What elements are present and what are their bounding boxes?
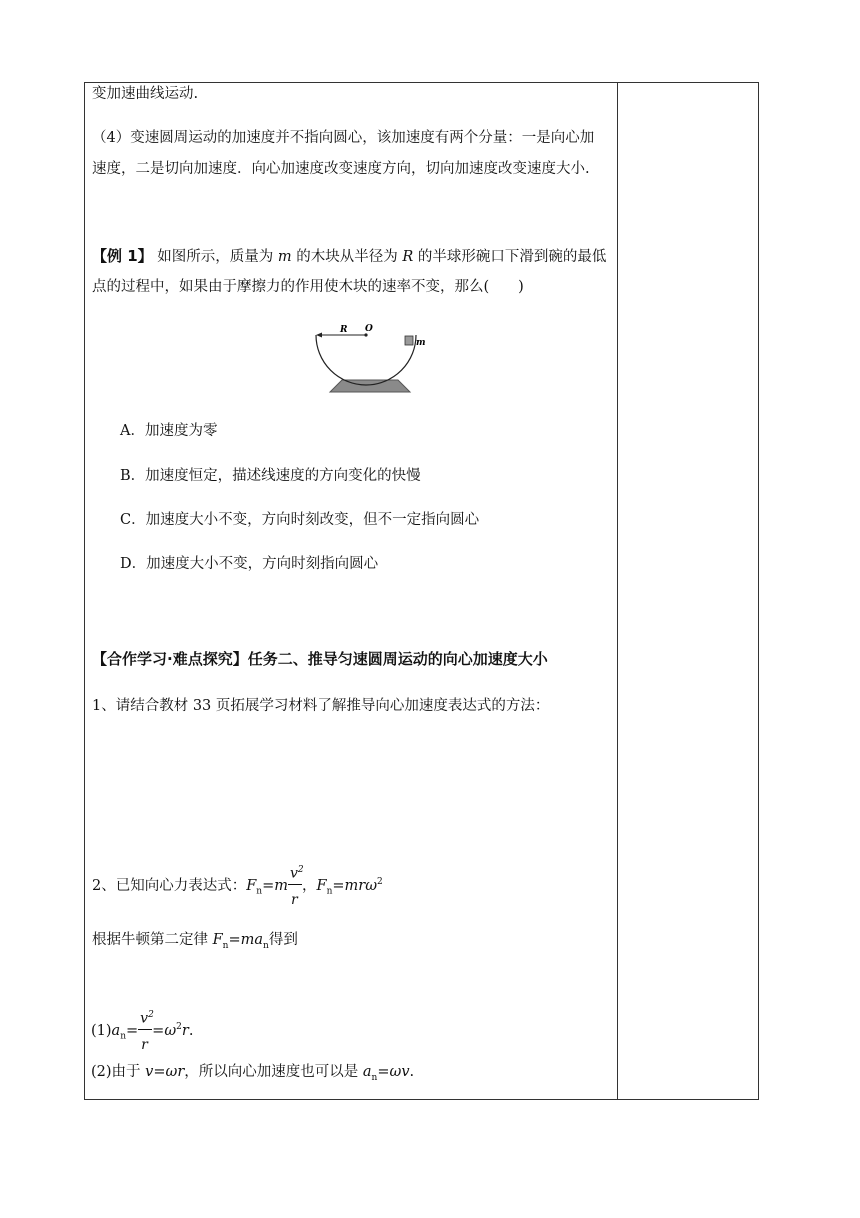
center-label: O bbox=[365, 324, 373, 334]
bowl-stand bbox=[330, 380, 410, 392]
radius-arrowhead bbox=[316, 333, 322, 338]
paragraph-2-line-1: （4）变速圆周运动的加速度并不指向圆心，该加速度有两个分量：一是向心加 bbox=[92, 130, 595, 146]
section-heading: 【合作学习·难点探究】任务二、推导匀速圆周运动的向心加速度大小 bbox=[92, 650, 548, 668]
radius-label: R bbox=[340, 325, 348, 335]
item-1: 1、请结合教材 33 页拓展学习材料了解推导向心加速度表达式的方法： bbox=[92, 698, 550, 714]
bowl-figure bbox=[306, 322, 436, 394]
newton-law-line: 根据牛顿第二定律 $F_n=ma_n$得到 bbox=[92, 932, 298, 951]
example-1-line-1: 【例 1】 如图所示，质量为 m 的木块从半径为 R 的半球形碗口下滑到碗的最低 bbox=[92, 247, 607, 265]
table-column-divider bbox=[617, 82, 618, 1100]
equation-2: (2)由于 v=ωr，所以向心加速度也可以是 $a_n=\omega v$. bbox=[91, 1064, 415, 1083]
example-1-label: 【例 1】 bbox=[92, 247, 153, 265]
block bbox=[405, 336, 413, 345]
item-2: 2、已知向心力表达式：$F_n=m$ $\frac{v^2}{r}$ ，$F_n=mr\omega^2$ bbox=[92, 864, 383, 908]
option-b: B．加速度恒定，描述线速度的方向变化的快慢 bbox=[120, 468, 421, 484]
block-label: m bbox=[416, 338, 426, 348]
fraction-v2-over-r: $\frac{v^2}{r}$ bbox=[290, 864, 304, 908]
option-d: D．加速度大小不变，方向时刻指向圆心 bbox=[120, 556, 379, 572]
example-1-line-2: 点的过程中，如果由于摩擦力的作用使木块的速率不变，那么( ) bbox=[92, 279, 524, 295]
option-a: A．加速度为零 bbox=[120, 423, 218, 439]
option-c: C．加速度大小不变，方向时刻改变，但不一定指向圆心 bbox=[120, 512, 480, 528]
bowl-arc bbox=[316, 335, 416, 385]
paragraph-1: 变加速曲线运动. bbox=[92, 86, 199, 102]
fraction-v2-over-r-2: $\frac{v^2}{r}$ bbox=[140, 1009, 154, 1053]
equation-1: $(1)a_n=$ $\frac{v^2}{r}$ $=\omega^2r$. bbox=[91, 1009, 194, 1053]
paragraph-2-line-2: 速度，二是切向加速度．向心加速度改变速度方向，切向加速度改变速度大小. bbox=[92, 161, 590, 177]
